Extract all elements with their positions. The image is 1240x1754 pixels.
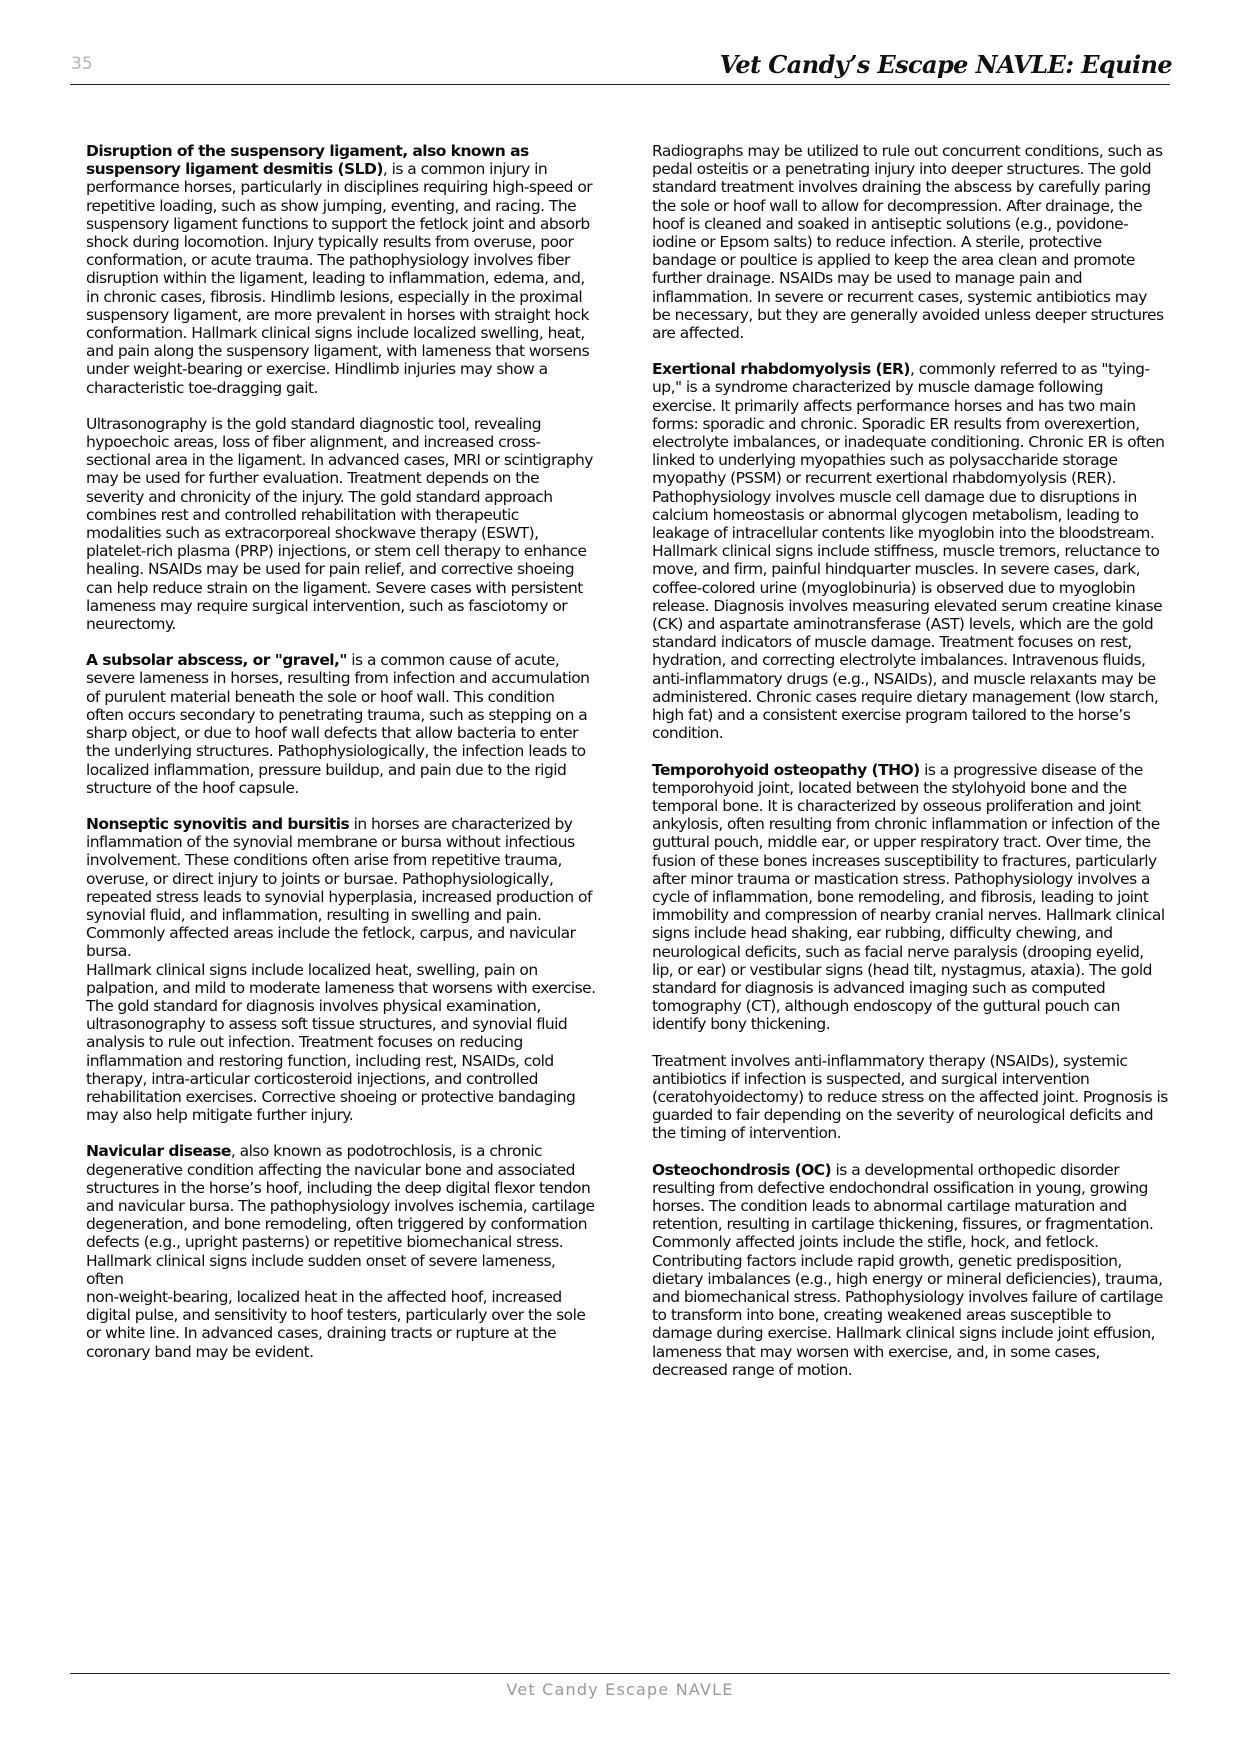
body-sld-diagnosis: Ultrasonography is the gold standard diagnostic tool, revealing hypoechoic areas, loss of fiber alignment, and increased cross-sectional area in the ligament. In advanced cases, MRI or scintigraphy may be used for further evaluation. Treatment depends on the severity and chronicity of the injury. The gold standard approach combines rest and controlled rehabilitation with therapeutic modalities such as extracorporeal shockwave therapy (ESWT), platelet-rich plasma (PRP) injections, or stem cell therapy to enhance healing. NSAIDs may be used for pain relief, and corrective shoeing can help reduce strain on the ligament. Severe cases with persistent lameness may require surgical intervention, such as fasciotomy or neurectomy. bbox=[86, 414, 593, 634]
right-column bbox=[652, 142, 1168, 1397]
paragraph-abscess-treatment bbox=[652, 142, 1168, 342]
paragraph-sld-diagnosis bbox=[86, 415, 596, 633]
paragraph-tho-treatment bbox=[652, 1052, 1168, 1143]
body-abscess-treatment: Radiographs may be utilized to rule out concurrent conditions, such as pedal osteitis or a penetrating injury into deeper structures. The gold standard treatment involves draining the abscess by carefully paring the sole or hoof wall to allow for decompression. After drainage, the hoof is cleaned and soaked in antiseptic solutions (e.g., povidone-iodine or Epsom salts) to reduce infection. A sterile, protective bandage or poultice is applied to keep the area clean and promote further drainage. NSAIDs may be used to manage pain and inflammation. In severe or recurrent cases, systemic antibiotics may be necessary, but they are generally avoided unless deeper structures are affected. bbox=[652, 142, 1164, 343]
body-synovitis: in horses are characterized by inflammation of the synovial membrane or bursa without infectious involvement. These conditions often arise from repetitive trauma, overuse, or direct injury to joints or bursae. Pathophysiologically, repeated stress leads to synovial hyperplasia, increased production of synovial fluid, and inflammation, resulting in swelling and pain. Commonly affected areas include the fetlock, carpus, and navicular bursa. Hallmark clinical signs include localized heat, swelling, pain on palpation, and mild to moderate lameness that worsens with exercise. The gold standard for diagnosis involves physical examination, ultrasonography to assess soft tissue structures, and synovial fluid analysis to rule out infection. Treatment focuses on reducing inflammation and restoring function, including rest, NSAIDs, cold therapy, intra-articular corticosteroid injections, and controlled rehabilitation exercises. Corrective shoeing or protective bandaging may also help mitigate further injury. bbox=[86, 814, 596, 1125]
page-number: 35 bbox=[71, 54, 93, 74]
body-subsolar-abscess: is a common cause of acute, severe lameness in horses, resulting from infection and accumulation of purulent material beneath the sole or hoof wall. This condition often occurs secondary to penetrating trauma, such as stepping on a sharp object, or due to hoof wall defects that allow bacteria to enter the underlying structures. Pathophysiologically, the infection leads to localized inflammation, pressure buildup, and pain due to the rigid structure of the hoof capsule. bbox=[86, 651, 590, 797]
term-osteochondrosis: Osteochondrosis (OC) bbox=[652, 1160, 832, 1179]
header-rule bbox=[70, 84, 1170, 85]
paragraph-sld bbox=[86, 142, 596, 397]
term-synovitis: Nonseptic synovitis and bursitis bbox=[86, 814, 350, 833]
paragraph-subsolar-abscess bbox=[86, 651, 596, 797]
body-navicular: , also known as podotrochlosis, is a chronic degenerative condition affecting the navicular bone and associated structures in the horse’s hoof, including the deep digital flexor tendon and navicular bursa. The pathophysiology involves ischemia, cartilage degeneration, and bone remodeling, often triggered by conformation defects (e.g., upright pasterns) or repetitive biomechanical stress. Hallmark clinical signs include sudden onset of severe lameness, often non-weight-bearing, localized heat in the affected hoof, increased digital pulse, and sensitivity to hoof testers, particularly over the sole or white line. In advanced cases, draining tracts or rupture at the coronary band may be evident. bbox=[86, 1142, 595, 1361]
term-sld: Disruption of the suspensory ligament, also known as suspensory ligament desmitis (SLD) bbox=[86, 142, 529, 179]
paragraph-navicular bbox=[86, 1142, 596, 1360]
body-osteochondrosis: is a developmental orthopedic disorder resulting from defective endochondral ossification in young, growing horses. The condition leads to abnormal cartilage maturation and retention, resulting in cartilage thickening, fissures, or fragmentation. Commonly affected joints include the stifle, hock, and fetlock. Contributing factors include rapid growth, genetic predisposition, dietary imbalances (e.g., high energy or mineral deficiencies), trauma, and biomechanical stress. Pathophysiology involves failure of cartilage to transform into bone, creating weakened areas susceptible to damage during exercise. Hallmark clinical signs include joint effusion, lameness that may worsen with exercise, and, in some cases, decreased range of motion. bbox=[652, 1160, 1163, 1379]
paragraph-rhabdomyolysis bbox=[652, 360, 1168, 742]
body-tho-treatment: Treatment involves anti-inflammatory therapy (NSAIDs), systemic antibiotics if infection is suspected, and surgical intervention (ceratohyoidectomy) to reduce stress on the affected joint. Prognosis is guarded to fair depending on the severity of neurological deficits and the timing of intervention. bbox=[652, 1051, 1168, 1143]
footer-rule bbox=[70, 1673, 1170, 1674]
left-column bbox=[86, 142, 596, 1379]
paragraph-osteochondrosis bbox=[652, 1161, 1168, 1379]
body-rhabdomyolysis: , commonly referred to as "tying-up," is a syndrome characterized by muscle damage following exercise. It primarily affects performance horses and has two main forms: sporadic and chronic. Sporadic ER results from overexertion, electrolyte imbalances, or inadequate conditioning. Chronic ER is often linked to underlying myopathies such as polysaccharide storage myopathy (PSSM) or recurrent exertional rhabdomyolysis (RER). Pathophysiology involves muscle cell damage due to disruptions in calcium homeostasis or abnormal glycogen metabolism, leading to leakage of intracellular contents like myoglobin into the bloodstream. Hallmark clinical signs include stiffness, muscle tremors, reluctance to move, and firm, painful hindquarter muscles. In severe cases, dark, coffee-colored urine (myoglobinuria) is observed due to myoglobin release. Diagnosis involves measuring elevated serum creatine kinase (CK) and aspartate aminotransferase (AST) levels, which are the gold standard indicators of muscle damage. Treatment focuses on rest, hydration, and correcting electrolyte imbalances. Intravenous fluids, anti-inflammatory drugs (e.g., NSAIDs), and muscle relaxants may be administered. Chronic cases require dietary management (low starch, high fat) and a consistent exercise program tailored to the horse’s condition. bbox=[652, 360, 1165, 743]
body-tho: is a progressive disease of the temporohyoid joint, located between the stylohyoid bone and the temporal bone. It is characterized by osseous proliferation and joint ankylosis, often resulting from chronic inflammation or infection of the guttural pouch, middle ear, or upper respiratory tract. Over time, the fusion of these bones increases susceptibility to fractures, particularly after minor trauma or mastication stress. Pathophysiology involves a cycle of inflammation, bone remodeling, and fibrosis, leading to joint immobility and compression of nearby cranial nerves. Hallmark clinical signs include head shaking, ear rubbing, difficulty chewing, and neurological deficits, such as facial nerve paralysis (drooping eyelid, lip, or ear) or vestibular signs (head tilt, nystagmus, ataxia). The gold standard for diagnosis is advanced imaging such as computed tomography (CT), although endoscopy of the guttural pouch can identify bony thickening. bbox=[652, 760, 1165, 1034]
term-rhabdomyolysis: Exertional rhabdomyolysis (ER) bbox=[652, 360, 910, 379]
term-tho: Temporohyoid osteopathy (THO) bbox=[652, 760, 920, 779]
footer-text: Vet Candy Escape NAVLE bbox=[506, 1680, 734, 1699]
term-navicular: Navicular disease bbox=[86, 1142, 231, 1161]
body-sld: , is a common injury in performance horses, particularly in disciplines requiring high-speed or repetitive loading, such as show jumping, eventing, and racing. The suspensory ligament functions to support the fetlock joint and absorb shock during locomotion. Injury typically results from overuse, poor conformation, or acute trauma. The pathophysiology involves fiber disruption within the ligament, leading to inflammation, edema, and, in chronic cases, fibrosis. Hindlimb lesions, especially in the proximal suspensory ligament, are more prevalent in horses with straight hock conformation. Hallmark clinical signs include localized swelling, heat, and pain along the suspensory ligament, with lameness that worsens under weight-bearing or exercise. Hindlimb injuries may show a characteristic toe-dragging gait. bbox=[86, 160, 593, 397]
paragraph-synovitis bbox=[86, 815, 596, 1124]
running-title: Vet Candy’s Escape NAVLE: Equine bbox=[719, 50, 1172, 79]
paragraph-tho bbox=[652, 761, 1168, 1034]
term-subsolar-abscess: A subsolar abscess, or "gravel," bbox=[86, 651, 347, 670]
